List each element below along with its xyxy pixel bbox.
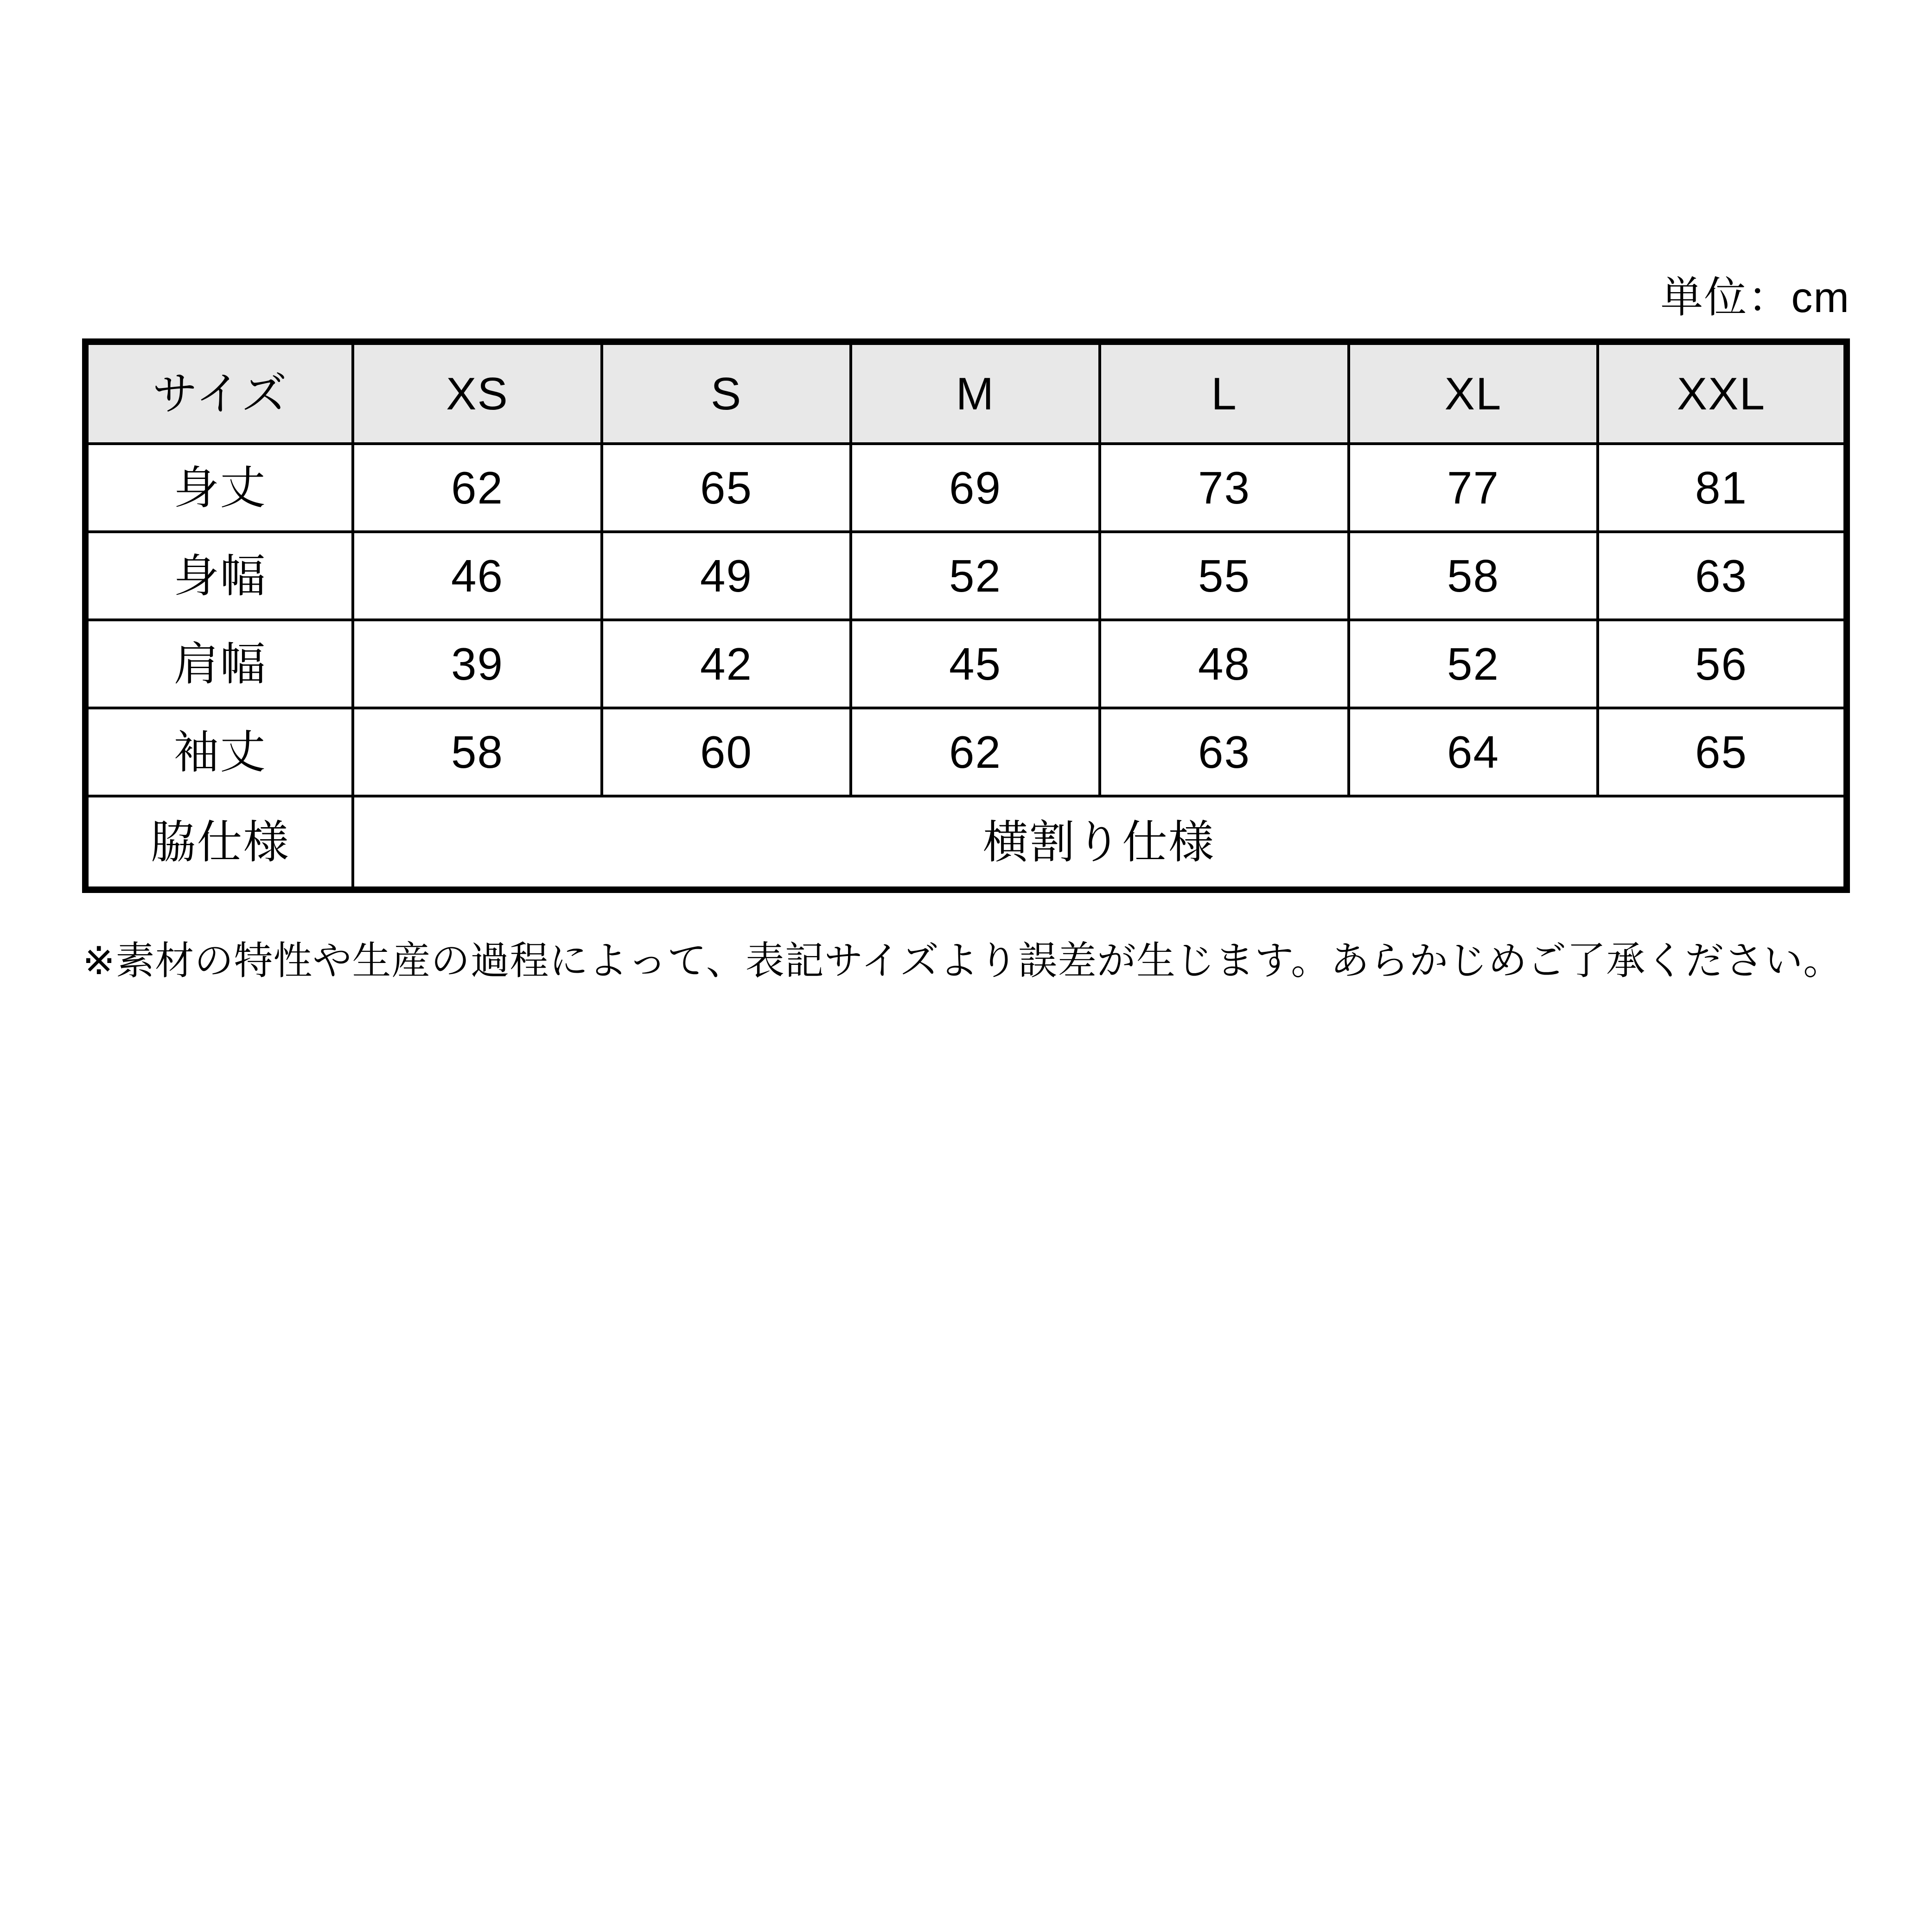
size-chart-table: [82, 338, 1850, 893]
cell-value: 73: [1100, 444, 1349, 532]
table-row-side-seam-spec: [85, 796, 1847, 890]
cell-value: 81: [1598, 444, 1847, 532]
row-label-shoulder-width: 肩幅: [85, 620, 353, 708]
cell-value: 62: [353, 444, 602, 532]
cell-value: 58: [353, 708, 602, 796]
table-row-body-length: [85, 444, 1847, 532]
table-row-shoulder-width: [85, 620, 1847, 708]
cell-value: 65: [602, 444, 851, 532]
cell-value: 46: [353, 532, 602, 620]
cell-value: 52: [1349, 620, 1598, 708]
column-header-l: L: [1100, 342, 1349, 444]
row-label-body-width: 身幅: [85, 532, 353, 620]
cell-value: 77: [1349, 444, 1598, 532]
cell-value: 65: [1598, 708, 1847, 796]
cell-value: 45: [851, 620, 1100, 708]
cell-value: 56: [1598, 620, 1847, 708]
cell-value: 64: [1349, 708, 1598, 796]
cell-value: 39: [353, 620, 602, 708]
cell-value: 42: [602, 620, 851, 708]
table-row-body-width: [85, 532, 1847, 620]
row-label-side-seam-spec: 脇仕様: [85, 796, 353, 890]
column-header-size-label: サイズ: [85, 342, 353, 444]
cell-value: 69: [851, 444, 1100, 532]
cell-value: 52: [851, 532, 1100, 620]
cell-value: 63: [1100, 708, 1349, 796]
table-row-sleeve-length: [85, 708, 1847, 796]
cell-value: 63: [1598, 532, 1847, 620]
header-row: [85, 342, 1847, 444]
row-label-body-length: 身丈: [85, 444, 353, 532]
column-header-m: M: [851, 342, 1100, 444]
cell-value: 58: [1349, 532, 1598, 620]
merged-cell-side-seam-spec: 横割り仕様: [353, 796, 1847, 890]
column-header-s: S: [602, 342, 851, 444]
footnote: ※素材の特性や生産の過程によって、表記サイズより誤差が生じます。あらかじめご了承ください。: [83, 939, 1843, 982]
cell-value: 60: [602, 708, 851, 796]
unit-label: 単位：cm: [1660, 274, 1850, 321]
column-header-xl: XL: [1349, 342, 1598, 444]
cell-value: 49: [602, 532, 851, 620]
column-header-xs: XS: [353, 342, 602, 444]
row-label-sleeve-length: 袖丈: [85, 708, 353, 796]
cell-value: 48: [1100, 620, 1349, 708]
cell-value: 62: [851, 708, 1100, 796]
cell-value: 55: [1100, 532, 1349, 620]
column-header-xxl: XXL: [1598, 342, 1847, 444]
